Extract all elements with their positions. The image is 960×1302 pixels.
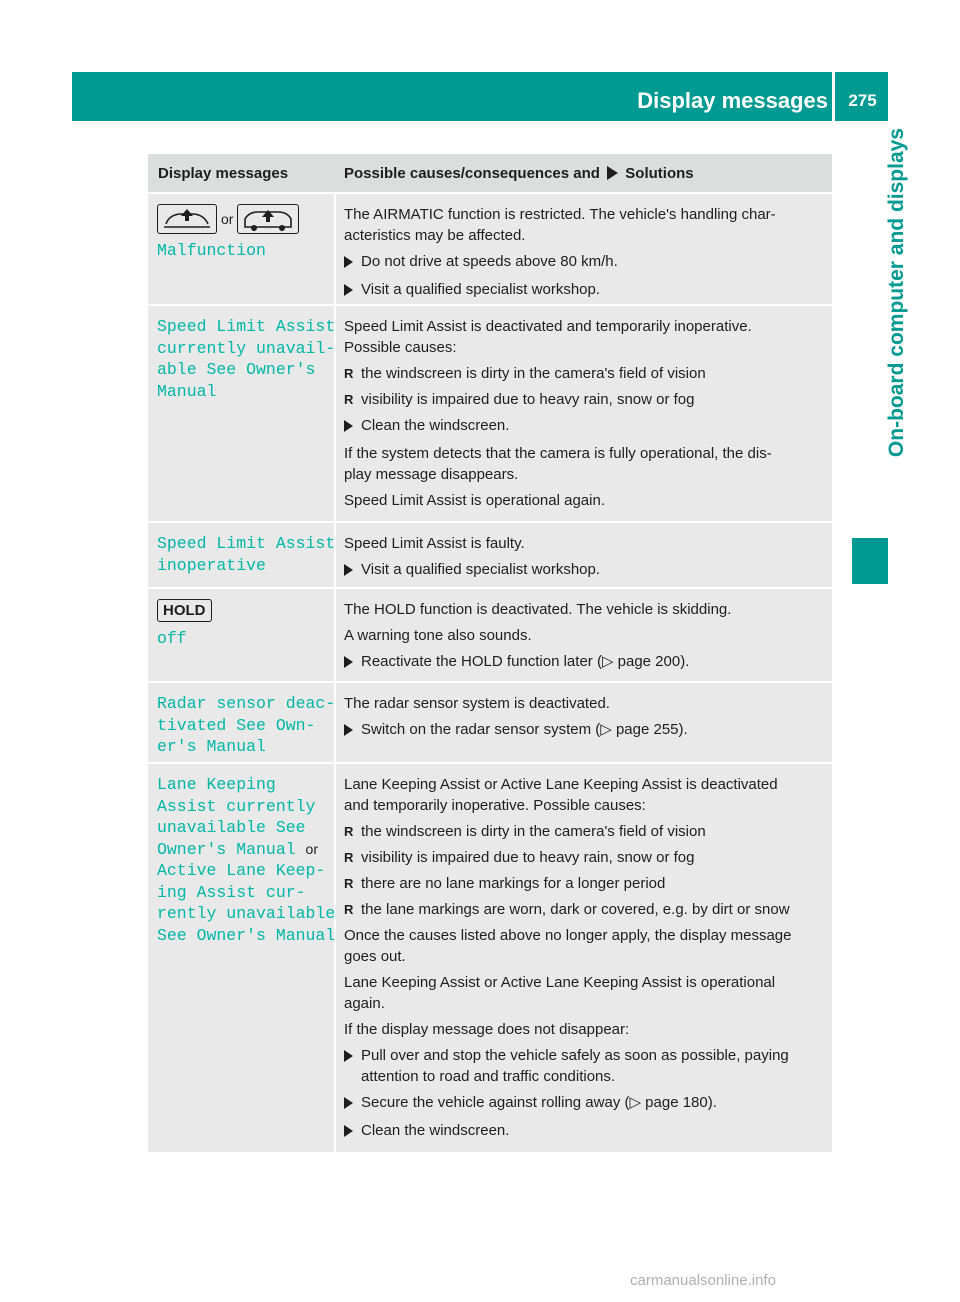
message-cell xyxy=(148,194,336,304)
header-col-causes xyxy=(336,165,832,182)
step-arrow-icon xyxy=(344,656,353,668)
message-text: off xyxy=(157,629,187,648)
step-arrow-icon xyxy=(344,564,353,576)
cause-cell xyxy=(336,764,832,1152)
message-text: Radar sensor deac‐ tivated See Own‐ er's Manual xyxy=(157,694,336,756)
table-row xyxy=(148,681,832,762)
hold-icon: HOLD xyxy=(157,599,212,622)
cause-text: The HOLD function is deactivated. The vehicle is skidding. xyxy=(344,601,732,618)
bullet-icon: R xyxy=(344,850,354,865)
cause-text: A warning tone also sounds. xyxy=(344,627,532,644)
cause-text: The radar sensor system is deactivated. xyxy=(344,695,610,712)
cause-bullet xyxy=(344,873,826,894)
header-col-solutions-text: Solutions xyxy=(625,164,694,182)
step-arrow-icon xyxy=(344,1097,353,1109)
cause-bullet xyxy=(344,389,826,410)
cause-text: Speed Limit Assist is faulty. xyxy=(344,535,525,552)
step-text: Do not drive at speeds above 80 km/h. xyxy=(361,253,618,270)
or-text: or xyxy=(221,211,234,227)
cause-text: The AIRMATIC function is restricted. The vehicle's handling char- acteristics may be affected. xyxy=(344,206,776,244)
step-arrow-icon xyxy=(344,284,353,296)
step-arrow-icon xyxy=(344,256,353,268)
step-text: Secure the vehicle against rolling away (▷ page 180). xyxy=(361,1094,717,1111)
bullet-icon: R xyxy=(344,824,354,839)
step-text: Pull over and stop the vehicle safely as soon as possible, paying attention to road and traffic conditions. xyxy=(361,1047,789,1085)
message-text: Speed Limit Assist inoperative xyxy=(157,534,336,575)
message-cell xyxy=(148,589,336,681)
message-cell xyxy=(148,683,336,762)
cause-cell xyxy=(336,306,832,521)
header-col-causes-text: Possible causes/consequences and xyxy=(344,164,600,182)
watermark: carmanualsonline.info xyxy=(630,1272,776,1289)
message-cell xyxy=(148,764,336,1152)
solution-step xyxy=(344,1092,826,1115)
table-row xyxy=(148,192,832,304)
bullet-text: the windscreen is dirty in the camera's field of vision xyxy=(361,365,706,382)
cause-cell xyxy=(336,523,832,587)
bullet-text: the lane markings are worn, dark or covered, e.g. by dirt or snow xyxy=(361,901,790,918)
table-header xyxy=(148,154,832,192)
side-tab-marker xyxy=(852,538,888,584)
cause-cell xyxy=(336,589,832,681)
cause-text: Speed Limit Assist is operational again. xyxy=(344,492,605,509)
table-row xyxy=(148,521,832,587)
step-text: Clean the windscreen. xyxy=(361,417,510,434)
step-text: Switch on the radar sensor system (▷ page 255). xyxy=(361,721,688,738)
step-text: Visit a qualified specialist workshop. xyxy=(361,561,601,578)
cause-bullet xyxy=(344,821,826,842)
or-text: or xyxy=(305,840,318,857)
display-messages-table xyxy=(148,154,832,1152)
cause-cell xyxy=(336,683,832,762)
cause-text: Once the causes listed above no longer apply, the display message goes out. xyxy=(344,927,792,965)
step-text: Reactivate the HOLD function later (▷ page 200). xyxy=(361,653,690,670)
header-separator xyxy=(832,72,835,121)
message-text-a: Lane Keeping Assist currently unavailable See Owner's Manual xyxy=(157,775,316,859)
bullet-text: visibility is impaired due to heavy rain, snow or fog xyxy=(361,849,695,866)
bullet-text: there are no lane markings for a longer period xyxy=(361,875,666,892)
solution-step xyxy=(344,279,826,302)
icon-row xyxy=(157,204,334,234)
airmatic-warning-icon xyxy=(157,204,217,234)
step-arrow-icon xyxy=(344,724,353,736)
message-text xyxy=(157,774,334,860)
solution-step xyxy=(344,719,826,742)
page-number: 275 xyxy=(848,91,877,110)
bullet-text: the windscreen is dirty in the camera's field of vision xyxy=(361,823,706,840)
step-arrow-icon xyxy=(344,420,353,432)
bullet-icon: R xyxy=(344,902,354,917)
solution-step xyxy=(344,651,826,674)
message-text: Speed Limit Assist currently unavail‐ able See Owner's Manual xyxy=(157,317,336,401)
cause-bullet xyxy=(344,847,826,868)
solution-step xyxy=(344,559,826,582)
bullet-text: visibility is impaired due to heavy rain, snow or fog xyxy=(361,391,695,408)
bullet-icon: R xyxy=(344,876,354,891)
step-arrow-icon xyxy=(344,1125,353,1137)
solution-step xyxy=(344,1045,826,1087)
step-text: Visit a qualified specialist workshop. xyxy=(361,281,601,298)
header-col-messages: Display messages xyxy=(158,164,289,182)
cause-text: If the display message does not disappear: xyxy=(344,1021,630,1038)
solution-step xyxy=(344,415,826,438)
step-arrow-icon xyxy=(344,1050,353,1062)
cause-text: If the system detects that the camera is fully operational, the dis- play message disappears. xyxy=(344,445,772,483)
message-text-b: Active Lane Keep‐ ing Assist cur‐ rently unavailable See Owner's Manual xyxy=(157,861,336,945)
airmatic-vehicle-icon xyxy=(237,204,299,234)
side-label-text: On-board computer and displays xyxy=(885,128,908,458)
bullet-icon: R xyxy=(344,366,354,381)
message-cell xyxy=(148,306,336,521)
solution-step xyxy=(344,1120,826,1143)
table-row xyxy=(148,304,832,521)
table-row xyxy=(148,587,832,681)
message-text: Malfunction xyxy=(157,241,266,260)
solution-arrow-icon xyxy=(607,166,618,180)
table-row xyxy=(148,762,832,1152)
cause-text: Speed Limit Assist is deactivated and temporarily inoperative. Possible causes: xyxy=(344,318,752,356)
cause-text: Lane Keeping Assist or Active Lane Keeping Assist is deactivated and temporarily inoperative. Possible causes: xyxy=(344,776,778,814)
cause-text: Lane Keeping Assist or Active Lane Keeping Assist is operational again. xyxy=(344,974,776,1012)
cause-cell xyxy=(336,194,832,304)
solution-step xyxy=(344,251,826,274)
message-cell xyxy=(148,523,336,587)
cause-bullet xyxy=(344,363,826,384)
step-text: Clean the windscreen. xyxy=(361,1122,510,1139)
bullet-icon: R xyxy=(344,392,354,407)
cause-bullet xyxy=(344,899,826,920)
header-title: Display messages xyxy=(637,88,828,113)
